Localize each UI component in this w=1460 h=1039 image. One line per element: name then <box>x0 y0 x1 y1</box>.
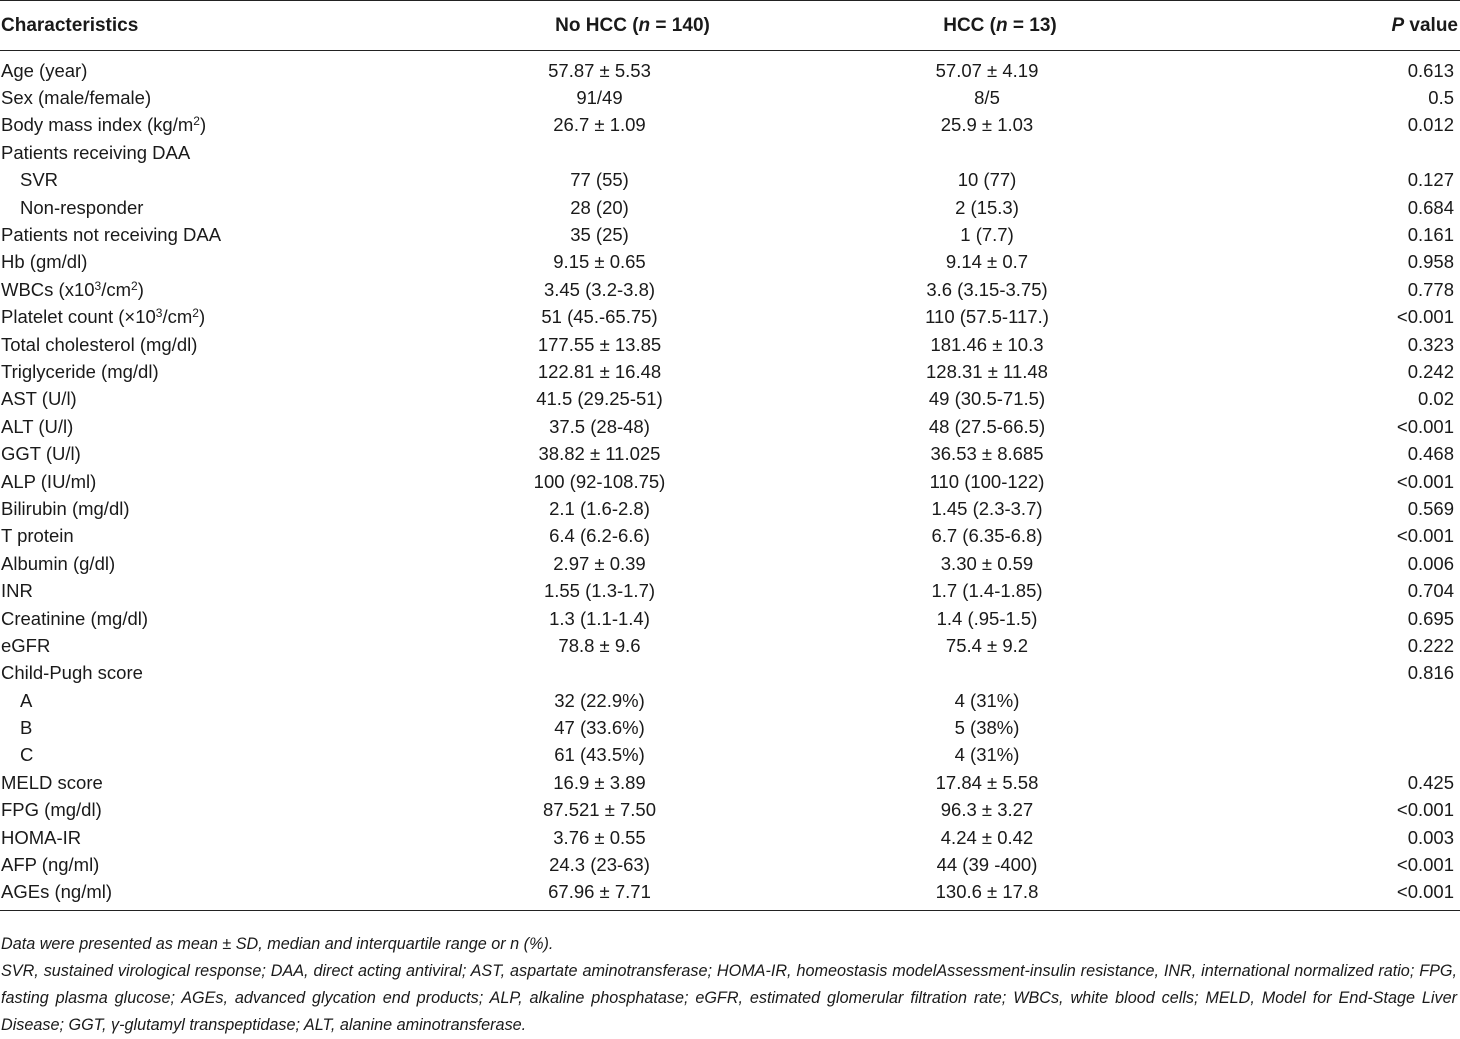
table-row <box>0 879 1460 911</box>
row-label: ALP (IU/ml) <box>1 470 97 492</box>
row-hcc-value: 3.6 (3.15-3.75) <box>926 278 1048 300</box>
row-hcc-value <box>785 660 1285 687</box>
row-label: T protein <box>1 525 74 547</box>
row-label: Total cholesterol (mg/dl) <box>1 333 198 355</box>
row-label: Triglyceride (mg/dl) <box>1 360 159 382</box>
row-label: Creatinine (mg/dl) <box>1 607 149 629</box>
table-row <box>0 276 1460 303</box>
row-no-hcc-value: 2.1 (1.6-2.8) <box>549 497 650 519</box>
row-no-hcc-value: 37.5 (28-48) <box>549 415 650 437</box>
row-label: AFP (ng/ml) <box>1 854 100 876</box>
row-p-value: <0.001 <box>1396 470 1454 492</box>
row-hcc-value: 17.84 ± 5.58 <box>935 771 1039 793</box>
row-label: Patients receiving DAA <box>1 141 191 163</box>
row-no-hcc-value: 28 (20) <box>570 196 629 218</box>
table-row <box>0 440 1460 467</box>
row-p-value: 0.5 <box>1428 87 1454 109</box>
table-row <box>0 304 1460 331</box>
row-p-value: <0.001 <box>1285 879 1460 911</box>
row-label: GGT (U/l) <box>1 443 81 465</box>
row-p-value <box>1285 742 1460 769</box>
row-hcc-value: 4.24 ± 0.42 <box>940 826 1034 848</box>
row-label: AGEs (ng/ml) <box>0 879 420 911</box>
row-label: Non-responder <box>20 196 144 218</box>
table-footnotes <box>1 931 1457 1039</box>
table-row <box>0 249 1460 276</box>
table-row <box>0 769 1460 796</box>
row-p-value: <0.001 <box>1396 415 1454 437</box>
table-row <box>0 605 1460 632</box>
table-row <box>0 139 1460 166</box>
row-hcc-value: 110 (100-122) <box>929 470 1045 492</box>
row-label: Bilirubin (mg/dl) <box>1 497 130 519</box>
row-label: Sex (male/female) <box>1 87 152 109</box>
row-label: Patients not receiving DAA <box>1 224 222 246</box>
row-no-hcc-value: 122.81 ± 16.48 <box>537 360 662 382</box>
row-p-value: 0.569 <box>1407 497 1454 519</box>
row-hcc-value: 4 (31%) <box>954 744 1020 766</box>
row-no-hcc-value: 61 (43.5%) <box>554 744 645 766</box>
row-p-value: 0.222 <box>1407 634 1454 656</box>
row-label: A <box>20 689 33 711</box>
row-p-value: 0.02 <box>1417 388 1454 410</box>
row-p-value: 0.684 <box>1407 196 1454 218</box>
row-p-value: <0.001 <box>1396 306 1454 328</box>
table-row <box>0 386 1460 413</box>
row-label: SVR <box>20 169 59 191</box>
table-row <box>0 413 1460 440</box>
row-hcc-value: 128.31 ± 11.48 <box>926 360 1048 382</box>
row-p-value: 0.816 <box>1407 662 1454 684</box>
row-hcc-value: 5 (38%) <box>954 717 1020 739</box>
table-body <box>0 51 1460 911</box>
row-hcc-value: 3.30 ± 0.59 <box>940 552 1034 574</box>
row-p-value: 0.012 <box>1407 114 1454 136</box>
table-row <box>0 84 1460 111</box>
row-no-hcc-value: 9.15 ± 0.65 <box>553 251 646 273</box>
row-hcc-value: 1 (7.7) <box>960 224 1014 246</box>
row-no-hcc-value: 57.87 ± 5.53 <box>548 59 651 81</box>
row-hcc-value: 110 (57.5-117.) <box>925 306 1049 328</box>
row-no-hcc-value: 38.82 ± 11.025 <box>538 443 661 465</box>
row-p-value: 0.704 <box>1407 580 1454 602</box>
row-hcc-value: 4 (31%) <box>954 689 1020 711</box>
table-row <box>0 331 1460 358</box>
row-no-hcc-value: 32 (22.9%) <box>554 689 645 711</box>
row-p-value: 0.695 <box>1407 607 1454 629</box>
row-p-value: 0.323 <box>1407 333 1454 355</box>
row-no-hcc-value: 177.55 ± 13.85 <box>537 333 662 355</box>
row-label: Platelet count $(\times 10^3/cm^2)$ <box>1 306 206 328</box>
row-hcc-value: 1.4 (.95-1.5) <box>936 607 1038 629</box>
row-p-value: 0.127 <box>1407 169 1454 191</box>
row-label: HOMA-IR <box>1 826 82 848</box>
row-label: ALT (U/l) <box>1 415 74 437</box>
row-label: eGFR <box>1 634 51 656</box>
row-label: Albumin (g/dl) <box>1 552 116 574</box>
row-label: Body mass index $(kg/m^2)$ <box>1 114 207 136</box>
table-row <box>0 112 1460 139</box>
row-hcc-value: 6.7 (6.35-6.8) <box>931 525 1043 547</box>
row-p-value: 0.958 <box>1407 251 1454 273</box>
row-label: MELD score <box>1 771 103 793</box>
row-no-hcc-value <box>420 660 785 687</box>
row-no-hcc-value: 2.97 ± 0.39 <box>553 552 646 574</box>
row-label: Age (year) <box>1 59 88 81</box>
row-label: FPG (mg/dl) <box>1 799 102 821</box>
row-hcc-value: 130.6 ± 17.8 <box>785 879 1285 911</box>
header-hcc: HCC (n = 13) <box>785 1 1285 51</box>
row-label: WBCs $(x10^3/cm^2)$ <box>1 278 144 300</box>
row-p-value: <0.001 <box>1396 854 1454 876</box>
row-p-value: <0.001 <box>1396 799 1454 821</box>
row-p-value: 0.161 <box>1407 224 1454 246</box>
table-row <box>0 851 1460 878</box>
row-label: Hb (gm/dl) <box>1 251 88 273</box>
row-p-value <box>1285 139 1460 166</box>
row-label: C <box>20 744 34 766</box>
table-row <box>0 824 1460 851</box>
row-no-hcc-value: 77 (55) <box>570 169 629 191</box>
row-no-hcc-value: 87.521 ± 7.50 <box>542 799 657 821</box>
table-row <box>0 577 1460 604</box>
row-hcc-value: 25.9 ± 1.03 <box>940 114 1034 136</box>
row-hcc-value: 48 (27.5-66.5) <box>928 415 1046 437</box>
table-row <box>0 660 1460 687</box>
table-row <box>0 550 1460 577</box>
row-hcc-value <box>785 139 1285 166</box>
row-hcc-value: 181.46 ± 10.3 <box>930 333 1044 355</box>
row-label: Child-Pugh score <box>1 662 143 684</box>
table-row <box>0 742 1460 769</box>
row-p-value: 0.468 <box>1407 443 1454 465</box>
footnote-abbreviations: SVR, sustained virological response; DAA, direct acting antiviral; AST, aspartate aminotransferase; HOMA-IR, homeostasis modelAssessment-insulin resistance, INR, international normalized ratio; FPG, fasting plasma glucose; AGEs, advanced glycation end products; ALP, alkaline phosphatase; eGFR, estimated glomerular filtration rate; WBCs, white blood cells; MELD, Model for End-Stage Liver Disease; GGT, γ-glutamyl transpeptidase; ALT, alanine aminotransferase. <box>1 962 1457 1034</box>
table-row <box>0 687 1460 714</box>
row-no-hcc-value <box>420 139 785 166</box>
table-row <box>0 797 1460 824</box>
row-no-hcc-value: 51 (45.-65.75) <box>541 306 658 328</box>
row-no-hcc-value: 3.45 (3.2-3.8) <box>543 278 656 300</box>
row-no-hcc-value: 91/49 <box>576 87 623 109</box>
row-hcc-value: 10 (77) <box>957 169 1017 191</box>
row-hcc-value: 96.3 ± 3.27 <box>940 799 1034 821</box>
row-hcc-value: 2 (15.3) <box>955 196 1019 218</box>
row-no-hcc-value: 24.3 (23-63) <box>549 854 650 876</box>
row-no-hcc-value: 1.3 (1.1-1.4) <box>549 607 650 629</box>
row-hcc-value: 44 (39 -400) <box>936 854 1038 876</box>
row-no-hcc-value: 78.8 ± 9.6 <box>558 634 641 656</box>
table-row <box>0 495 1460 522</box>
table-row <box>0 358 1460 385</box>
table-row <box>0 523 1460 550</box>
row-p-value: 0.003 <box>1407 826 1454 848</box>
table-row <box>0 632 1460 659</box>
row-no-hcc-value: 6.4 (6.2-6.6) <box>549 525 650 547</box>
footnote-data-presentation: Data were presented as mean ± SD, median and interquartile range or n (%). <box>1 935 554 953</box>
header-no-hcc: No HCC (n = 140) <box>420 1 785 51</box>
row-p-value: 0.425 <box>1407 771 1454 793</box>
row-hcc-value: 75.4 ± 9.2 <box>945 634 1029 656</box>
row-no-hcc-value: 35 (25) <box>570 224 629 246</box>
table-row <box>0 194 1460 221</box>
table-row <box>0 221 1460 248</box>
row-label: AST (U/l) <box>1 388 77 410</box>
row-no-hcc-value: 67.96 ± 7.71 <box>420 879 785 911</box>
row-hcc-value: 1.45 (2.3-3.7) <box>931 497 1043 519</box>
table-row <box>0 51 1460 85</box>
table-row <box>0 714 1460 741</box>
row-no-hcc-value: 16.9 ± 3.89 <box>553 771 646 793</box>
table-header-row <box>0 1 1460 51</box>
row-p-value: 0.242 <box>1407 360 1454 382</box>
row-no-hcc-value: 100 (92-108.75) <box>533 470 666 492</box>
row-label: INR <box>1 580 33 602</box>
row-label: B <box>20 717 33 739</box>
row-p-value: 0.006 <box>1407 552 1454 574</box>
row-hcc-value: 9.14 ± 0.7 <box>945 251 1029 273</box>
row-hcc-value: 8/5 <box>974 87 1000 109</box>
row-p-value: 0.778 <box>1407 278 1454 300</box>
row-hcc-value: 36.53 ± 8.685 <box>930 443 1044 465</box>
table-row <box>0 468 1460 495</box>
row-hcc-value: 57.07 ± 4.19 <box>935 59 1039 81</box>
row-no-hcc-value: 26.7 ± 1.09 <box>553 114 646 136</box>
header-p-value: P value <box>1285 1 1460 51</box>
table-row <box>0 167 1460 194</box>
row-p-value: 0.613 <box>1407 59 1454 81</box>
row-p-value <box>1285 687 1460 714</box>
row-hcc-value: 49 (30.5-71.5) <box>928 388 1046 410</box>
row-hcc-value: 1.7 (1.4-1.85) <box>931 580 1043 602</box>
row-no-hcc-value: 3.76 ± 0.55 <box>553 826 646 848</box>
row-no-hcc-value: 1.55 (1.3-1.7) <box>543 580 656 602</box>
row-no-hcc-value: 47 (33.6%) <box>554 717 645 739</box>
row-p-value: <0.001 <box>1396 525 1454 547</box>
row-p-value <box>1285 714 1460 741</box>
header-characteristics: Characteristics <box>0 1 420 51</box>
row-no-hcc-value: 41.5 (29.25-51) <box>536 388 663 410</box>
